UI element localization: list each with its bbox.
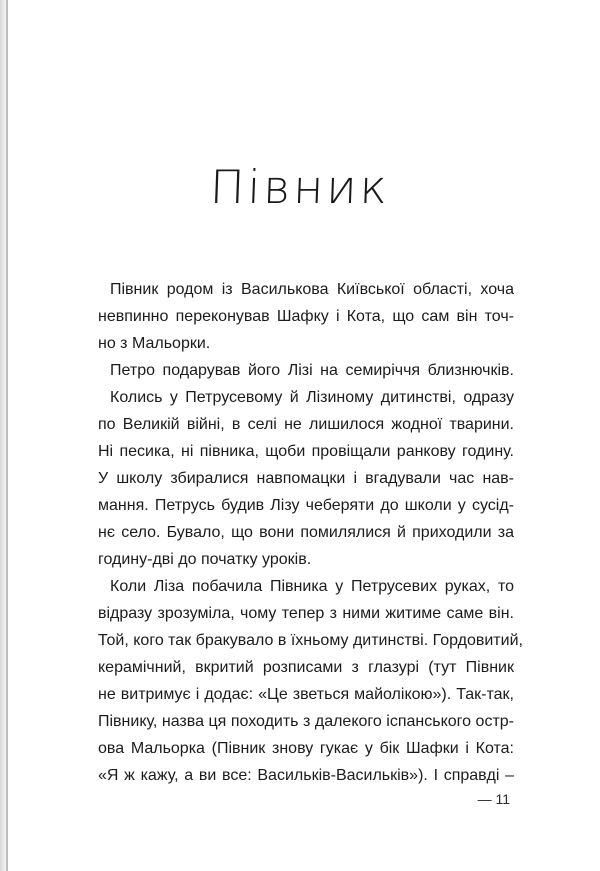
text-line: невпинно переконував Шафку і Кота, що сам він точ- <box>98 308 514 325</box>
text-line: Колись у Петрусевому й Лізиному дитинстві, одразу <box>110 389 514 406</box>
text-line: відразу зрозуміла, чому тепер з ними житиме саме він. <box>98 605 514 622</box>
text-line: керамічний, вкритий розписами з глазурі (тут Півник <box>98 659 514 676</box>
text-line: мання. Петрусь будив Лізу чеберяти до школи у сусід- <box>98 497 514 514</box>
text-line: Півнику, назва ця походить з далекого іспанського остр- <box>98 713 514 730</box>
text-line: Петро подарував його Лізі на семиріччя близнючків. <box>110 362 514 379</box>
chapter-title: Півник <box>209 160 391 214</box>
text-line: нє село. Бувало, що вони помилялися й приходили за <box>98 524 514 541</box>
text-line: Той, кого так бракувало в їхньому дитинстві. Гордовитий, <box>98 632 523 649</box>
text-line: Півник родом із Василькова Київської області, хоча <box>110 281 514 298</box>
text-line: У школу збиралися навпомацки і вгадували час нав- <box>98 470 514 487</box>
text-line: Ні песика, ні півника, щоби провіщали ранкову годину. <box>98 443 514 460</box>
text-line: Коли Ліза побачила Півника у Петрусевих руках, то <box>110 578 514 595</box>
text-line: но з Мальорки. <box>98 335 211 352</box>
text-line: годину-дві до початку уроків. <box>98 551 312 568</box>
body-text <box>98 276 523 789</box>
text-line: «Я ж кажу, а ви все: Васильків-Васильків»). І справді – <box>98 767 514 784</box>
text-line: ова Мальорка (Півник знову гукає у бік Шафки і Кота: <box>98 740 514 757</box>
text-line: не витримує і додає: «Це зветься майолікою»). Так-так, <box>98 686 514 703</box>
text-line: по Великій війні, в селі не лишилося жодної тварини. <box>98 416 514 433</box>
page-number: — 11 <box>477 791 510 807</box>
page-edge <box>6 0 8 871</box>
